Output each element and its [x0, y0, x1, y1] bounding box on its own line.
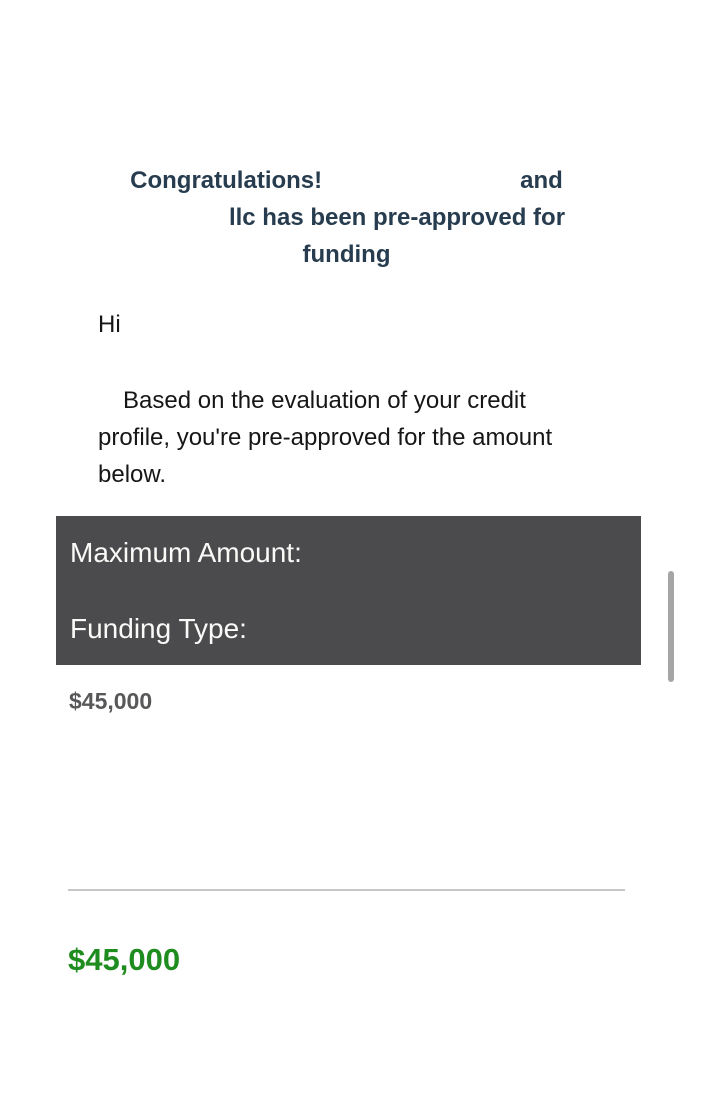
paragraph-line-2: profile, you're pre-approved for the amount: [98, 424, 553, 451]
funding-type-label: Funding Type:: [70, 613, 247, 644]
vertical-scrollbar-thumb[interactable]: [668, 571, 674, 682]
body-paragraph: [98, 382, 598, 493]
redacted-name-gap: [128, 224, 229, 225]
heading-funding: funding: [302, 241, 391, 268]
approved-amount-value: $45,000: [68, 942, 181, 977]
heading-congratulations: Congratulations!: [130, 167, 323, 194]
preapproval-heading: [68, 162, 625, 273]
offer-details-box: [56, 516, 641, 665]
heading-line-1: [68, 162, 625, 199]
paragraph-line-1: Based on the evaluation of your credit: [123, 387, 526, 414]
heading-line-3: [68, 236, 625, 273]
maximum-amount-label: Maximum Amount:: [70, 537, 302, 568]
greeting-text: Hi: [98, 311, 121, 338]
redacted-name-gap: [322, 187, 520, 188]
maximum-amount-value: $45,000: [69, 688, 153, 714]
horizontal-divider: [68, 889, 625, 891]
heading-and: and: [520, 167, 563, 194]
paragraph-line-3: below.: [98, 461, 167, 488]
heading-llc-preapproved: llc has been pre-approved for: [228, 204, 566, 231]
heading-line-2: [68, 199, 625, 236]
